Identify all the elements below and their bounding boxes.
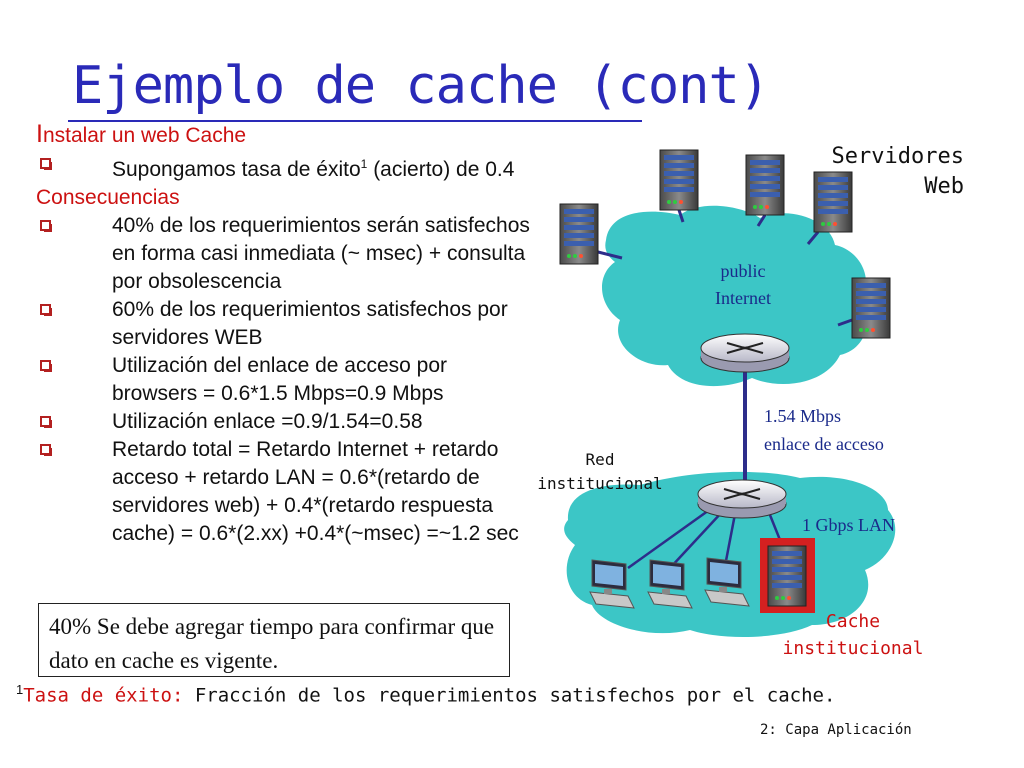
web-servers-label-line: Web: [924, 174, 964, 199]
institutional-router-icon: [698, 480, 786, 518]
access-link-label-line: 1.54 Mbps: [764, 406, 842, 426]
footnote-marker: 1: [360, 157, 368, 171]
public-internet-label: [700, 258, 786, 312]
bullet-text: Utilización enlace =0.9/1.54=0.58: [112, 410, 423, 433]
web-servers-label: [820, 142, 964, 202]
access-link-label: [764, 402, 884, 458]
institutional-net-label: [528, 448, 672, 496]
slide-title: Ejemplo de cache (cont): [72, 56, 770, 116]
web-server-icon: [852, 278, 890, 338]
bullet-text: 40% de los requerimientos serán satisfechos en forma casi inmediata (~ msec) + consulta por obsolescencia: [112, 214, 530, 293]
bullet-text: Retardo total = Retardo Internet + retardo acceso + retardo LAN = 0.6*(retardo de servidores web) + 0.4*(retardo respuesta cache) = 0.6*(2.xx) +0.4*(~msec) =~1.2 sec: [112, 438, 519, 545]
cache-server-icon: [768, 546, 806, 606]
footnote-text: Fracción de los requerimientos satisfechos por el cache.: [183, 684, 836, 707]
internet-router-icon: [701, 334, 789, 372]
cache-label-line: institucional: [782, 638, 924, 659]
bullet-text: Utilización del enlace de acceso por browsers = 0.6*1.5 Mbps=0.9 Mbps: [112, 354, 448, 405]
institutional-net-label-line: Red: [585, 450, 615, 469]
cache-label: [776, 608, 930, 662]
footnote: [16, 682, 835, 706]
access-link-label-line: enlace de acceso: [764, 434, 884, 454]
slide-number: 2: Capa Aplicación: [760, 722, 912, 738]
consequences-heading: Consecuencias: [36, 186, 180, 209]
bullet-text: (acierto) de 0.4: [367, 158, 515, 181]
web-server-icon: [746, 155, 784, 215]
lan-speed-label: 1 Gbps LAN: [802, 515, 895, 535]
bullet-text: 60% de los requerimientos satisfechos por servidores WEB: [112, 298, 508, 349]
cache-label-line: Cache: [825, 611, 881, 632]
public-internet-label-line: public: [720, 261, 766, 281]
bullet-text: Supongamos tasa de éxito: [112, 158, 361, 181]
public-internet-label-line: Internet: [715, 288, 771, 308]
institutional-net-label-line: institucional: [537, 474, 663, 493]
web-servers-label-line: Servidores: [831, 144, 964, 169]
web-server-icon: [660, 150, 698, 210]
heading-rest: nstalar un web Cache: [42, 124, 247, 147]
footnote-term: Tasa de éxito:: [23, 684, 184, 707]
heading-initial: I: [36, 120, 43, 148]
web-server-icon: [560, 204, 598, 264]
note-box: 40% Se debe agregar tiempo para confirmar que dato en cache es vigente.: [38, 603, 510, 677]
footnote-marker: 1: [16, 682, 24, 697]
